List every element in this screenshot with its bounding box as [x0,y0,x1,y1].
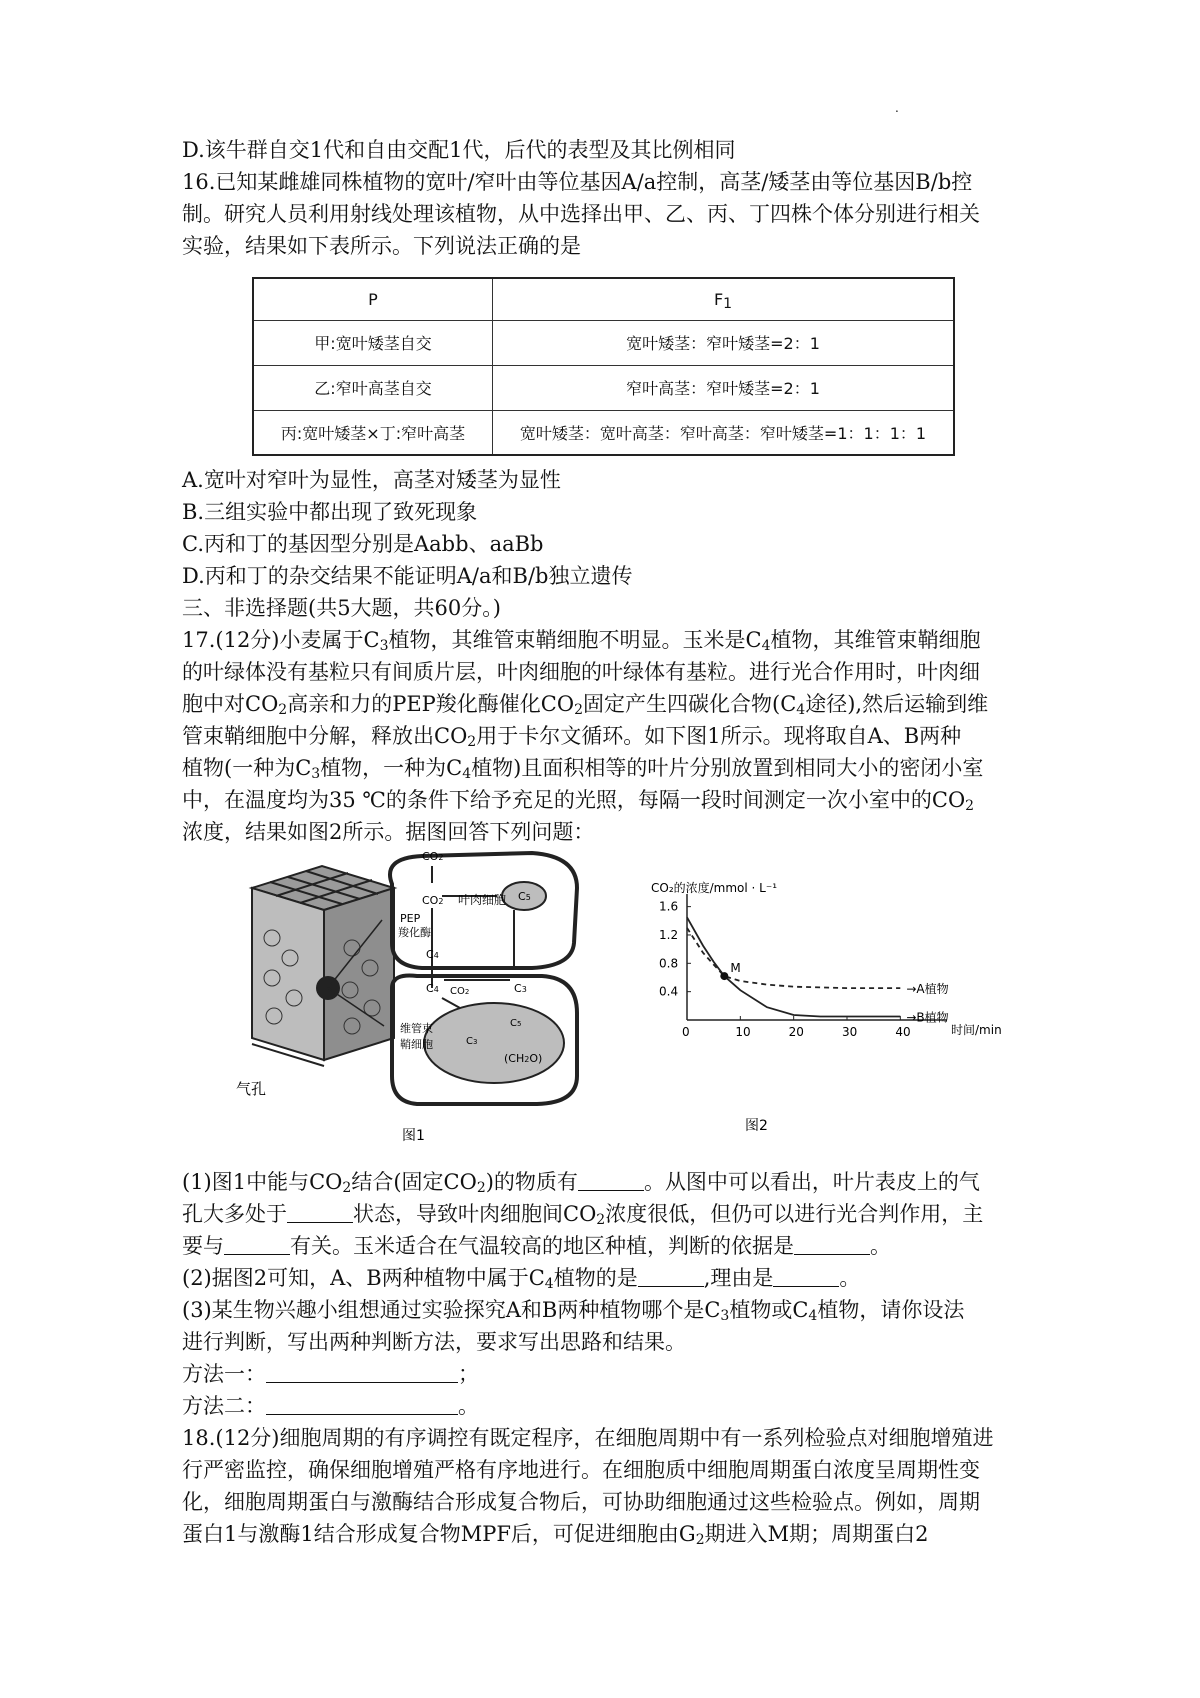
x-tick-label: 40 [895,1025,911,1039]
q17-sub1-line-1: (1)图1中能与$CO_2$结合(固定$CO_2$)的物质有 。从图中可以看出，叶片表皮上的气 [182,1170,980,1196]
x-tick-label: 0 [682,1025,690,1039]
q17-sub3-line-2: 进行判断，写出两种判断方法，要求写出思路和结果。 [182,1330,686,1354]
q18-line-2: 行严密监控，确保细胞增殖严格有序地进行。在细胞质中细胞周期蛋白浓度呈周期性变 [182,1458,980,1482]
q17-line-3: 胞中对$CO_2$高亲和力的PEP羧化酶催化$CO_2$固定产生四碳化合物($C_4$途径),然后运输到维 [182,692,989,718]
answer-blank[interactable] [266,1362,458,1383]
line-option-d-prev: D.该牛群自交1代和自由交配1代，后代的表型及其比例相同 [182,138,736,162]
ch2o-label: (CH2O) [504,1052,543,1065]
y-tick-label: 1.6 [659,899,679,914]
answer-blank[interactable] [638,1266,704,1287]
figure-2-chart [645,880,1005,1140]
answer-blank[interactable] [266,1394,458,1415]
leaf-block [252,866,394,1060]
table-row-p: 乙:窄叶高茎自交 [253,365,493,410]
answer-blank[interactable] [773,1266,839,1287]
q16-option-c: C.丙和丁的基因型分别是Aabb、aaBb [182,532,544,556]
co2-in-label: CO2 [422,894,444,907]
c5-top-label: C5 [518,890,531,903]
mesophyll-cell [390,853,577,968]
x-tick-label: 30 [842,1025,858,1039]
bundle-sheath-label-1: 维管束 [400,1022,433,1035]
answer-blank[interactable] [578,1170,644,1191]
x-tick-label: 20 [788,1025,804,1039]
series-line [687,928,900,988]
table-row-p: 甲:宽叶矮茎自交 [253,320,493,365]
chloroplast [424,1003,564,1083]
q16-table [252,277,955,456]
q17-sub2: (2)据图2可知，A、B两种植物中属于$C_4$植物的是 ,理由是 。 [182,1266,861,1292]
y-axis-label: CO₂的浓度/mmol · L⁻¹ [651,881,778,895]
section-3-title: 三、非选择题(共5大题，共60分。) [182,596,501,620]
answer-blank[interactable] [224,1234,290,1255]
y-tick-label: 0.4 [659,984,679,999]
q17-line-4: 管束鞘细胞中分解，释放出$CO_2$用于卡尔文循环。如下图1所示。现将取自A、B两种 [182,724,962,750]
series-label: →B植物 [906,1010,949,1025]
y-tick-label: 0.8 [659,956,679,971]
figure-1-caption: 图1 [402,1128,425,1144]
series-line [687,917,900,1016]
c4-lower-label: C4 [426,982,439,995]
q17-line-5: 植物(一种为$C_3$植物，一种为$C_4$植物)且面积相等的叶片分别放置到相同大小的密闭小室 [182,756,984,782]
series-label: →A植物 [906,982,949,997]
q16-line-1: 16.已知某雌雄同株植物的宽叶/窄叶由等位基因A/a控制，高茎/矮茎由等位基因B/b控 [182,170,973,194]
table-row-f: 宽叶矮茎：窄叶矮茎=2：1 [493,320,955,365]
enzyme-label: 羧化酶 [398,926,431,939]
x-tick-label: 10 [735,1025,751,1039]
q18-line-4: 蛋白1与激酶1结合形成复合物MPF后，可促进细胞由$G_2$期进入M期；周期蛋白2 [182,1522,929,1548]
q17-line-6: 中，在温度均为35 ℃的条件下给予充足的光照，每隔一段时间测定一次小室中的$CO_2$ [182,788,975,814]
c5-label: C5 [510,1018,522,1029]
bundle-sheath-label-2: 鞘细胞 [400,1038,433,1051]
answer-blank[interactable] [794,1234,870,1255]
method-1: 方法一： ； [182,1362,479,1386]
point-m-label: M [730,961,741,976]
q17-line-2: 的叶绿体没有基粒只有间质片层，叶肉细胞的叶绿体有基粒。进行光合作用时，叶肉细 [182,660,980,684]
mesophyll-label: 叶肉细胞 [458,893,507,907]
q17-line-7: 浓度，结果如图2所示。据图回答下列问题： [182,820,595,844]
figure-2-caption: 图2 [745,1118,768,1134]
x-axis-label: 时间/min [951,1023,1002,1037]
answer-blank[interactable] [287,1202,353,1223]
q17-line-1: 17.(12分)小麦属于$C_3$植物，其维管束鞘细胞不明显。玉米是$C_4$植物，其维管束鞘细胞 [182,628,981,654]
chart-axes [687,894,947,1020]
c3-right-label: C3 [514,982,527,995]
q18-line-1: 18.(12分)细胞周期的有序调控有既定程序，在细胞周期中有一系列检验点对细胞增殖进 [182,1426,994,1450]
q16-line-3: 实验，结果如下表所示。下列说法正确的是 [182,234,581,258]
q16-line-2: 制。研究人员利用射线处理该植物，从中选择出甲、乙、丙、丁四株个体分别进行相关 [182,202,980,226]
c4-label: C4 [426,948,439,961]
y-tick-label: 1.2 [659,927,679,942]
table-row-f: 宽叶矮茎：宽叶高茎：窄叶高茎：窄叶矮茎=1：1：1：1 [493,410,955,455]
q16-option-d: D.丙和丁的杂交结果不能证明A/a和B/b独立遗传 [182,564,633,588]
table-header-f: $F_1$ [493,278,955,320]
q17-sub1-line-2: 孔大多处于 状态，导致叶肉细胞间$CO_2$浓度很低，但仍可以进行光合判作用，主 [182,1202,984,1228]
c3-cycle-label: C3 [466,1036,478,1047]
figure-1-diagram [232,848,642,1148]
co2-top-label: CO2 [422,850,444,863]
pep-label: PEP [400,912,421,925]
q17-sub3-line-1: (3)某生物兴趣小组想通过实验探究A和B两种植物哪个是$C_3$植物或$C_4$植物，请你设法 [182,1298,965,1324]
point-m [720,972,728,980]
method-2: 方法二： 。 [182,1394,479,1418]
stoma-label: 气孔 [236,1080,267,1098]
q17-sub1-line-3: 要与 有关。玉米适合在气温较高的地区种植，判断的依据是 。 [182,1234,891,1258]
table-header-p: P [253,278,493,320]
table-row-f: 窄叶高茎：窄叶矮茎=2：1 [493,365,955,410]
stray-dot: . [895,101,899,115]
q16-option-a: A.宽叶对窄叶为显性，高茎对矮茎为显性 [182,468,561,492]
table-row-p: 丙:宽叶矮茎×丁:窄叶高茎 [253,410,493,455]
co2-sheath-label: CO2 [450,986,470,997]
q16-option-b: B.三组实验中都出现了致死现象 [182,500,478,524]
q18-line-3: 化，细胞周期蛋白与激酶结合形成复合物后，可协助细胞通过这些检验点。例如，周期 [182,1490,980,1514]
